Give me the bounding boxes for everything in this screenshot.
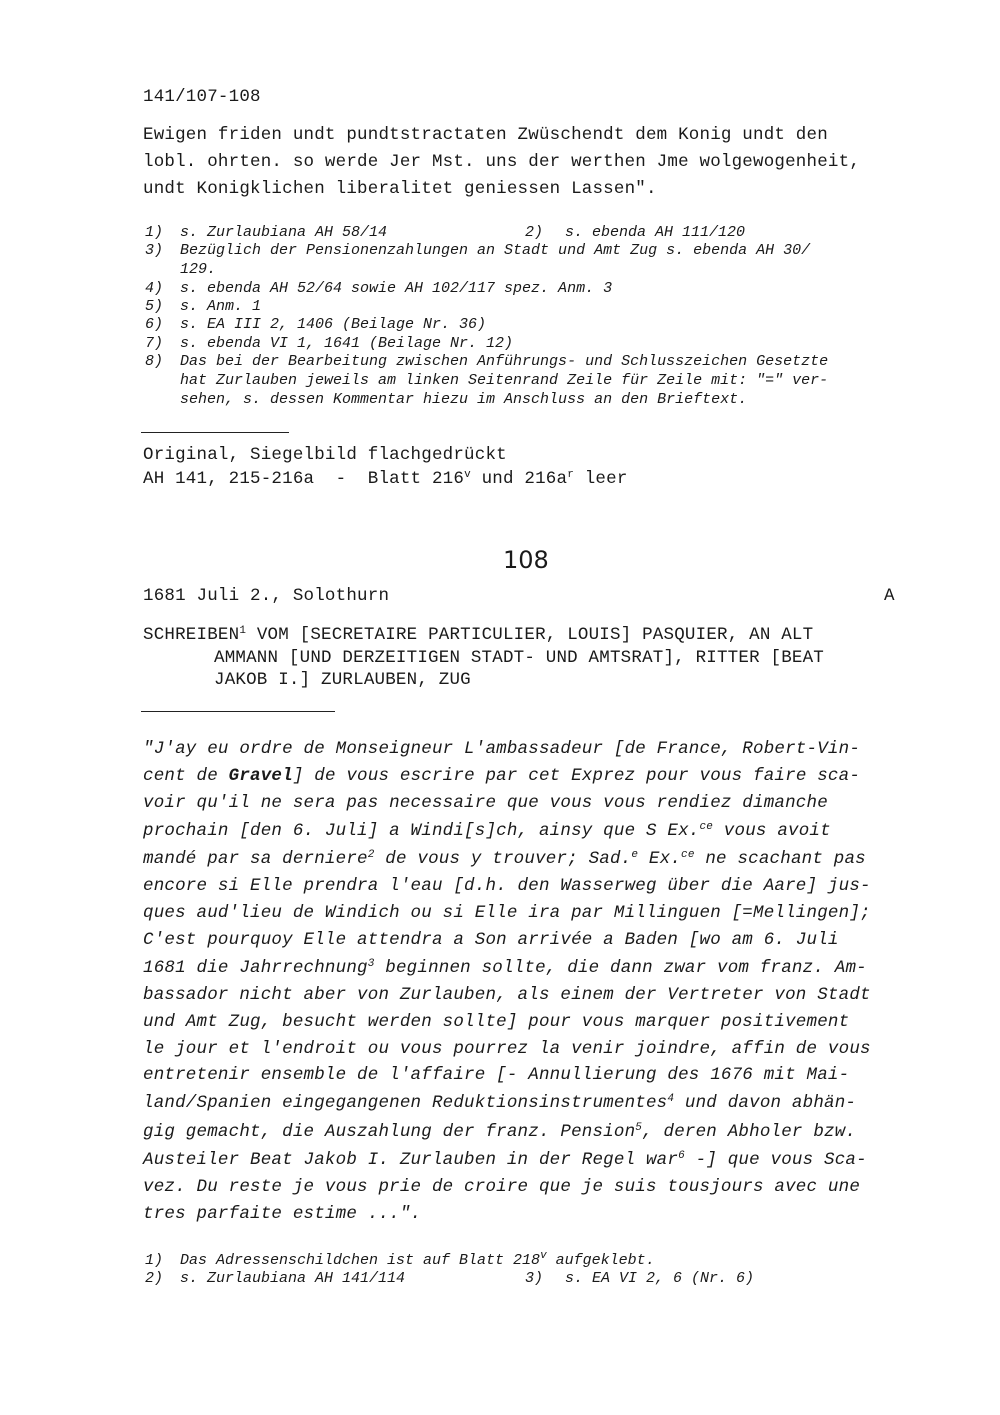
quote-line: und Amt Zug, besucht werden sollte] pour vous marquer positivement [143, 1012, 850, 1032]
intro-line: lobl. ohrten. so werde Jer Mst. uns der werthen Jme wolgewogenheit, [143, 152, 861, 172]
quote-line: prochain [den 6. Juli] a Windi[s]ch, ainsy que S Ex.$^{ce}$ vous avoit [143, 821, 831, 841]
quote-line: 1681 die Jahrrechnung$^3$ beginnen sollte, die dann zwar vom franz. Am- [143, 958, 867, 978]
footnote-number: 1) [145, 1252, 164, 1269]
quote-line: Austeiler Beat Jakob I. Zurlauben in der Regel war$^6$ -] que vous Sca- [143, 1150, 867, 1170]
footnote-text: hat Zurlauben jeweils am linken Seitenrand Zeile für Zeile mit: "=" ver- [180, 372, 829, 389]
intro-line: undt Konigklichen liberalitet geniessen Lassen". [143, 179, 657, 199]
quote-line: "J'ay eu ordre de Monseigneur L'ambassadeur [de France, Robert-Vin- [143, 739, 861, 759]
footnote-text: 129. [180, 261, 217, 278]
footnote-number: 2) [145, 1270, 164, 1287]
quote-line: tres parfaite estime ...". [143, 1204, 422, 1224]
quote-line: entretenir ensemble de l'affaire [- Annullierung des 1676 mit Mai- [143, 1065, 850, 1085]
footnote-text: Bezüglich der Pensionenzahlungen an Stadt und Amt Zug s. ebenda AH 30/ [180, 242, 811, 259]
footnote-text: s. EA III 2, 1406 (Beilage Nr. 36) [180, 316, 487, 333]
quote-line: le jour et l'endroit ou vous pourrez la venir joindre, affin de vous [143, 1039, 871, 1059]
footnote-number: 2) [525, 224, 544, 241]
footnote-text: Das bei der Bearbeitung zwischen Anführungs- und Schlusszeichen Gesetzte [180, 353, 829, 370]
quote-line: voir qu'il ne sera pas necessaire que vous vous rendiez dimanche [143, 793, 828, 813]
separator-rule [141, 432, 289, 433]
intro-line: Ewigen friden undt pundtstractaten Zwüschendt dem Konig undt den [143, 125, 828, 145]
separator-rule [141, 711, 335, 712]
footnote-text: s. Zurlaubiana AH 58/14 [180, 224, 388, 241]
document-number: 108 [503, 546, 549, 574]
footnote-text: Das Adressenschildchen ist auf Blatt 218$^v$ aufgeklebt. [180, 1250, 655, 1269]
heading-line: SCHREIBEN$^1$ VOM [SECRETAIRE PARTICULIER, LOUIS] PASQUIER, AN ALT [143, 625, 814, 645]
quote-line: bassador nicht aber von Zurlauben, als einem der Vertreter von Stadt [143, 985, 871, 1005]
quote-line: ques aud'lieu de Windich ou si Elle ira par Millinguen [=Mellingen]; [143, 903, 871, 923]
source-original: Original, Siegelbild flachgedrückt [143, 445, 507, 465]
quote-line: cent de Gravel] de vous escrire par cet Exprez pour vous faire sca- [143, 766, 861, 786]
footnote-text: s. Anm. 1 [180, 298, 262, 315]
footnote-text: s. ebenda AH 52/64 sowie AH 102/117 spez. Anm. 3 [180, 280, 613, 297]
quote-line: vez. Du reste je vous prie de croire que je suis tousjours avec une [143, 1177, 861, 1197]
footnote-text: s. EA VI 2, 6 (Nr. 6) [565, 1270, 755, 1287]
footnote-number: 3) [525, 1270, 544, 1287]
quote-line: land/Spanien eingegangenen Reduktionsinstrumentes$^4$ und davon abhän- [143, 1093, 857, 1113]
footnote-number: 4) [145, 280, 164, 297]
footnote-number: 7) [145, 335, 164, 352]
page-reference: 141/107-108 [143, 87, 261, 107]
quote-line: gig gemacht, die Auszahlung der franz. Pension$^5$, deren Abholer bzw. [143, 1122, 857, 1142]
footnote-text: s. ebenda AH 111/120 [565, 224, 746, 241]
heading-line: JAKOB I.] ZURLAUBEN, ZUG [214, 670, 471, 690]
source-archive-ref: AH 141, 215-216a - Blatt 216$^v$ und $216a^r$ leer [143, 469, 628, 489]
footnote-text: s. ebenda VI 1, 1641 (Beilage Nr. 12) [180, 335, 514, 352]
heading-line: AMMANN [UND DERZEITIGEN STADT- UND AMTSRAT], RITTER [BEAT [214, 648, 824, 668]
footnote-number: 8) [145, 353, 164, 370]
date-place: 1681 Juli 2., Solothurn [143, 586, 390, 606]
footnote-number: 5) [145, 298, 164, 315]
quote-line: encore si Elle prendra l'eau [d.h. den Wasserweg über die Aare] jus- [143, 876, 871, 896]
document-type: A [884, 586, 895, 606]
footnote-text: sehen, s. dessen Kommentar hiezu im Anschluss an den Brieftext. [180, 391, 748, 408]
footnote-number: 1) [145, 224, 164, 241]
footnote-number: 6) [145, 316, 164, 333]
footnote-text: s. Zurlaubiana AH 141/114 [180, 1270, 406, 1287]
quote-line: C'est pourquoy Elle attendra a Son arrivée a Baden [wo am 6. Juli [143, 930, 839, 950]
quote-line: mandé par sa derniere$^2$ de vous y trouver; Sad.$^e$ Ex.$^{ce}$ ne scachant pas [143, 849, 866, 869]
footnote-number: 3) [145, 242, 164, 259]
